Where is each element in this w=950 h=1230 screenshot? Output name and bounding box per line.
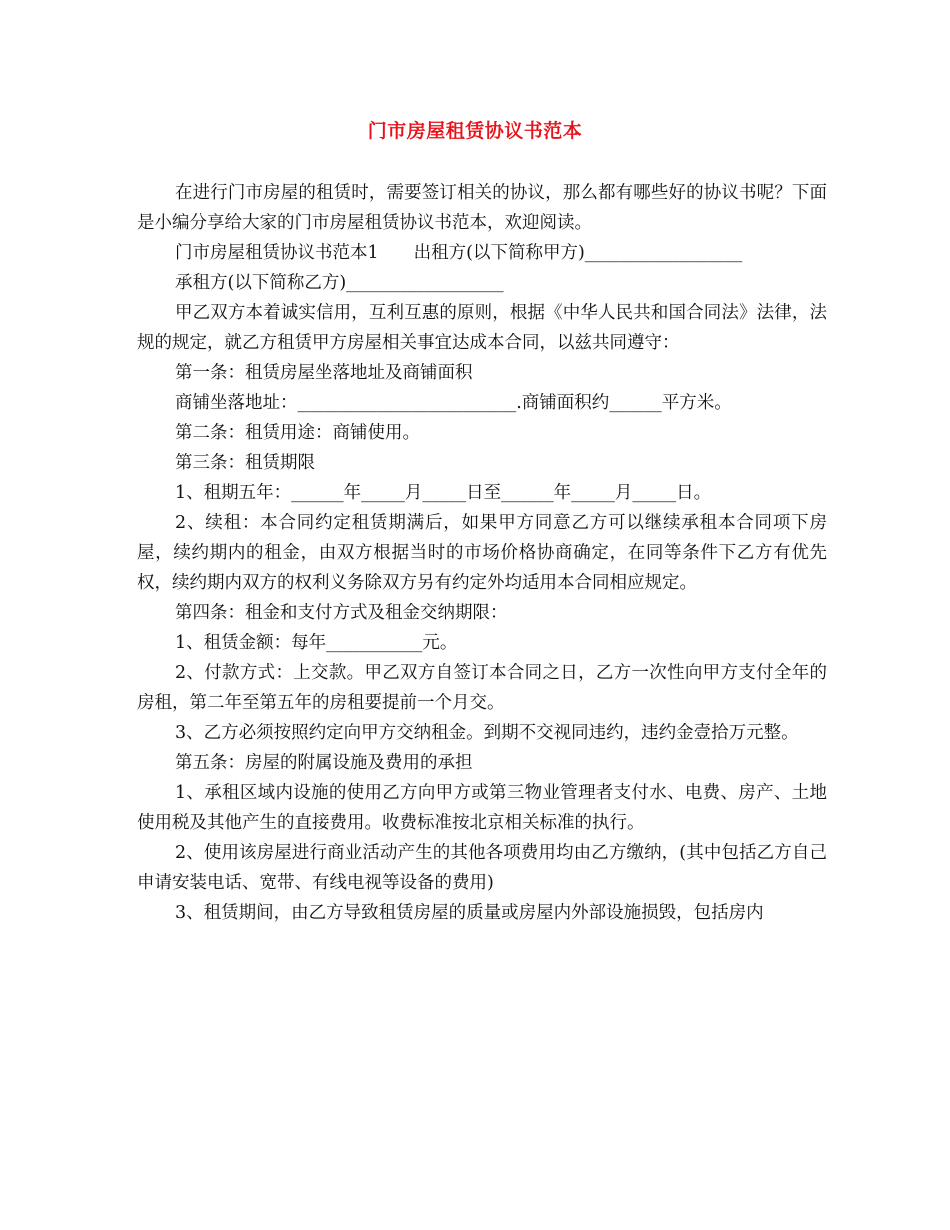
paragraph-business-fees: 2、使用该房屋进行商业活动产生的其他各项费用均由乙方缴纳，(其中包括乙方自己申请安装电话、宽带、有线电视等设备的费用) (137, 843, 827, 893)
paragraph-principle: 甲乙双方本着诚实信用，互利互惠的原则，根据《中华人民共和国合同法》法律，法规的规定，就乙方租赁甲方房屋相关事宜达成本合同，以兹共同遵守： (137, 303, 827, 353)
paragraph-lease-term: 1、租期五年：______年_____月_____日至______年_____月_____日。 (175, 483, 712, 503)
paragraph-article-4: 第四条：租金和支付方式及租金交纳期限： (175, 603, 508, 623)
paragraph-article-3: 第三条：租赁期限 (175, 453, 315, 473)
paragraph-sample-lessor: 门市房屋租赁协议书范本1 出租方(以下简称甲方)__________________ (175, 243, 743, 263)
paragraph-article-1: 第一条：租赁房屋坐落地址及商铺面积 (175, 363, 473, 383)
document-title: 门市房屋租赁协议书范本 (367, 120, 583, 142)
paragraph-lessee: 承租方(以下简称乙方)__________________ (175, 273, 504, 293)
paragraph-renewal: 2、续租：本合同约定租赁期满后，如果甲方同意乙方可以继续承租本合同项下房屋，续约期内的租金，由双方根据当时的市场价格协商确定，在同等条件下乙方有优先权，续约期内双方的权利义务除双方另有约定外均适用本合同相应规定。 (137, 513, 827, 593)
paragraph-article-5: 第五条：房屋的附属设施及费用的承担 (175, 753, 473, 773)
paragraph-payment-method: 2、付款方式：上交款。甲乙双方自签订本合同之日，乙方一次性向甲方支付全年的房租，第二年至第五年的房租要提前一个月交。 (137, 663, 827, 713)
paragraph-intro: 在进行门市房屋的租赁时，需要签订相关的协议，那么都有哪些好的协议书呢？下面是小编分享给大家的门市房屋租赁协议书范本，欢迎阅读。 (137, 183, 827, 233)
paragraph-shop-address: 商铺坐落地址：_________________________.商铺面积约______平方米。 (175, 393, 732, 413)
paragraph-rent-amount: 1、租赁金额：每年___________元。 (175, 633, 458, 653)
paragraph-damage: 3、租赁期间，由乙方导致租赁房屋的质量或房屋内外部设施损毁，包括房内 (175, 903, 764, 923)
paragraph-facility-fees: 1、承租区域内设施的使用乙方向甲方或第三物业管理者支付水、电费、房产、土地使用税及其他产生的直接费用。收费标准按北京相关标准的执行。 (137, 783, 827, 833)
paragraph-article-2: 第二条：租赁用途：商铺使用。 (175, 423, 420, 443)
paragraph-penalty: 3、乙方必须按照约定向甲方交纳租金。到期不交视同违约，违约金壹拾万元整。 (175, 723, 799, 743)
document-body (137, 178, 827, 928)
